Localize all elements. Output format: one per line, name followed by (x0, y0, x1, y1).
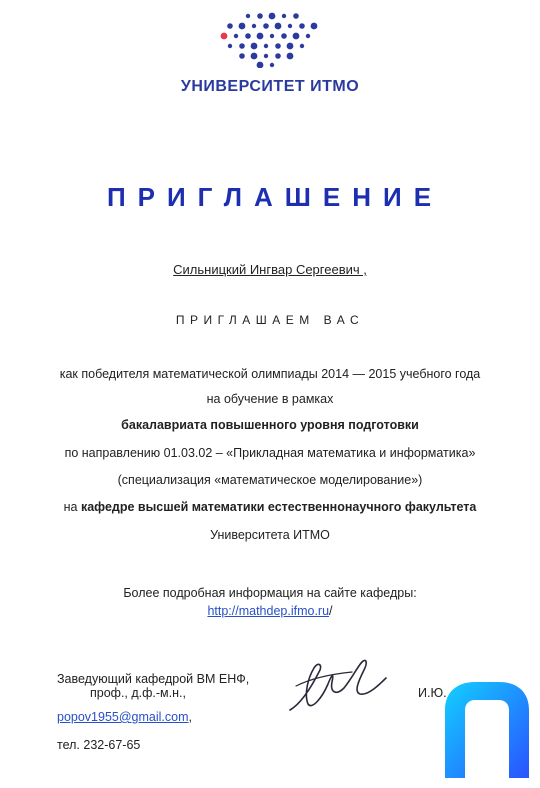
logo-dot (234, 34, 238, 38)
logo-dot (257, 13, 263, 19)
logo-dot (245, 33, 251, 39)
body-line-3: бакалавриата повышенного уровня подготовки (121, 418, 419, 432)
logo-dot (293, 13, 299, 19)
logo-dot (251, 53, 258, 60)
body-line-2: на обучение в рамках (206, 392, 334, 406)
body-line-6 (0, 500, 540, 514)
invite-you-heading: ПРИГЛАШАЕМ ВАС (175, 313, 365, 327)
logo-dot (275, 23, 282, 30)
logo-dot (299, 23, 305, 29)
logo-dot (263, 23, 269, 29)
website-line (0, 604, 540, 618)
email-line (57, 710, 192, 724)
more-info-text: Более подробная информация на сайте кафедры: (123, 586, 417, 600)
body-line-6-prefix: на (63, 500, 81, 514)
logo-dot (251, 43, 258, 50)
invitation-title: ПРИГЛАШЕНИЕ (106, 182, 444, 212)
logo-dot (252, 24, 256, 28)
logo-dot (293, 33, 300, 40)
logo-dot (257, 33, 264, 40)
logo-dot (287, 43, 294, 50)
logo-dot (257, 62, 264, 68)
logo-dot (275, 43, 281, 49)
logo-dot (270, 34, 274, 38)
logo-dot (300, 44, 304, 48)
department-name: кафедре высшей математики естественнонаучного факультета (80, 500, 477, 514)
logo-dot (264, 44, 268, 48)
body-line-1: как победителя математической олимпиады 2014 — 2015 учебного года (59, 367, 481, 381)
logo-dot (269, 13, 276, 20)
signer-initials: И.Ю. (418, 686, 447, 700)
logo-dot (239, 23, 246, 30)
logo-dot (227, 23, 233, 29)
logo-dot (288, 24, 292, 28)
email-link[interactable]: popov1955@gmail.com (57, 710, 189, 724)
logo-dot (228, 44, 232, 48)
logo-dot (239, 53, 245, 59)
logo-dot (282, 14, 286, 18)
recipient-name-text: Сильницкий Ингвар Сергеевич , (173, 262, 367, 277)
recipient-name (0, 262, 540, 277)
itmo-logo-icon (210, 10, 330, 68)
website-link-suffix: / (329, 604, 333, 618)
logo-dot (281, 33, 287, 39)
website-link[interactable]: http://mathdep.ifmo.ru (207, 604, 330, 618)
logo-dot (306, 34, 310, 38)
logo-dot (270, 63, 274, 67)
signer-position-line-2: проф., д.ф.-м.н., (90, 686, 186, 700)
body-line-5: (специализация «математическое моделирование») (117, 473, 423, 487)
logo-dot (264, 54, 268, 58)
email-suffix: , (188, 710, 192, 724)
phone-number: тел. 232-67-65 (57, 738, 141, 752)
university-name: УНИВЕРСИТЕТ ИТМО (180, 78, 360, 95)
signer-position-line-1: Заведующий кафедрой ВМ ЕНФ, (57, 672, 250, 686)
logo-dot (221, 33, 228, 40)
handwritten-signature-icon (282, 648, 392, 718)
logo-dot (239, 43, 245, 49)
logo-dot (275, 53, 281, 59)
body-line-4: по направлению 01.03.02 – «Прикладная математика и информатика» (64, 446, 476, 460)
logo-dot (246, 14, 250, 18)
body-line-7: Университета ИТМО (210, 528, 330, 542)
logo-dot (287, 53, 294, 60)
logo-dot (311, 23, 318, 30)
app-logo-icon (441, 680, 533, 778)
